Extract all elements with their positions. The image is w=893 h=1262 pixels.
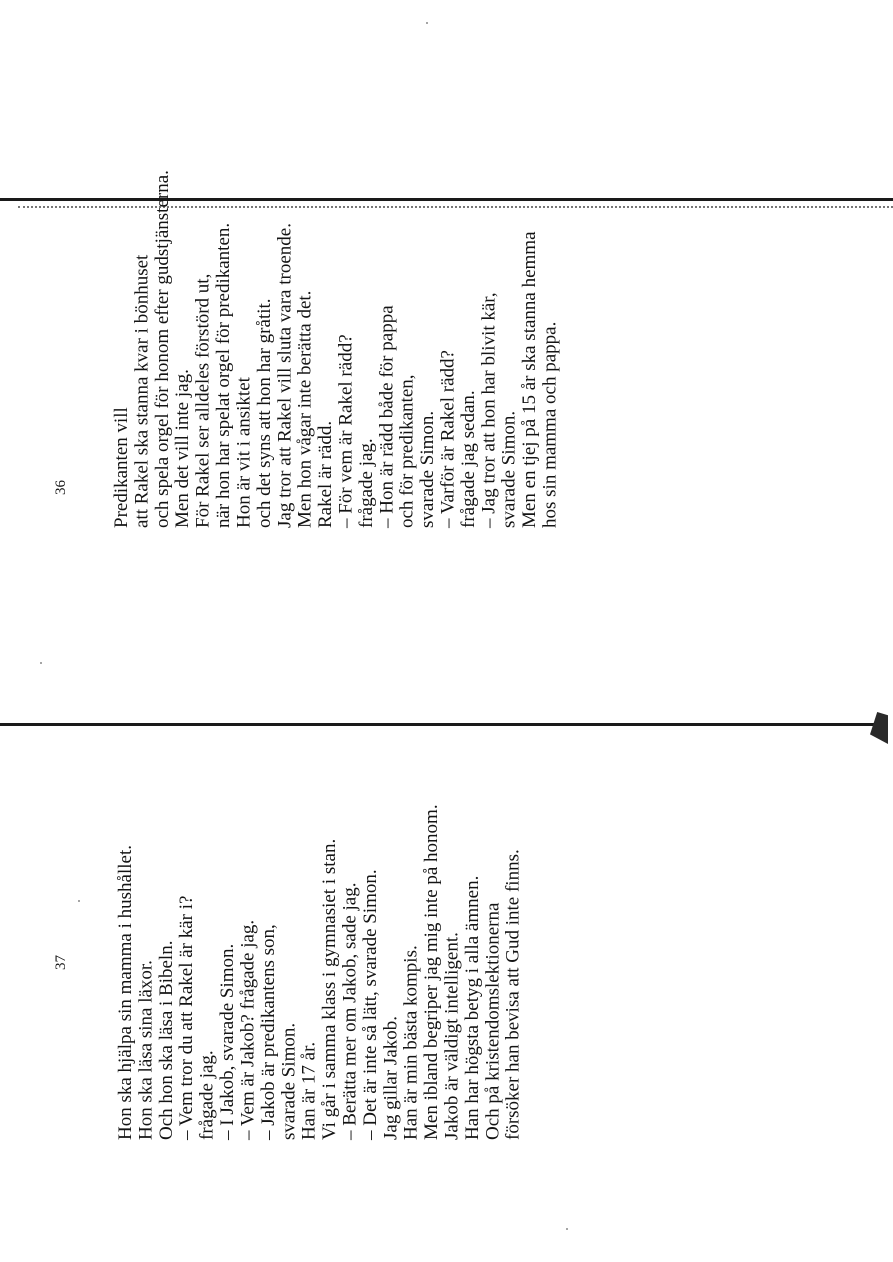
scan-edge-shadow-top	[18, 206, 893, 208]
paragraph	[116, 799, 177, 1140]
text-line: – Hon är rädd både för pappa	[376, 305, 398, 528]
text-line: Men en tjej på 15 år ska stanna hemma	[519, 231, 541, 528]
paragraph	[340, 799, 360, 1140]
text-line: frågade jag.	[355, 438, 377, 528]
text-line: Han är 17 år.	[298, 1041, 320, 1140]
paragraph	[259, 799, 341, 1140]
text-line: För Rakel ser alldeles förstörd ut,	[192, 273, 214, 528]
text-line: – I Jakob, svarade Simon.	[217, 943, 239, 1140]
paragraph	[218, 799, 238, 1140]
text-line: – Jakob är predikantens son,	[257, 924, 279, 1140]
text-line: – Varför är Rakel rädd?	[437, 350, 459, 528]
text-line: att Rakel ska stanna kvar i bönhuset	[131, 254, 153, 528]
text-line: när hon har spelat orgel för predikanten.	[213, 222, 235, 528]
text-line: svarade Simon.	[278, 1022, 300, 1140]
text-line: och det syns att hon har gråtit.	[253, 298, 275, 528]
text-line: svarade Simon.	[498, 410, 520, 528]
text-line: försöker han bevisa att Gud inte finns.	[502, 849, 524, 1140]
text-line: Vi går i samma klass i gymnasiet i stan.	[319, 838, 341, 1140]
scan-edge-line-top	[0, 198, 893, 201]
text-line: Men hon vågar inte berätta det.	[294, 290, 316, 528]
text-line: Han har högsta betyg i alla ämnen.	[461, 875, 483, 1140]
right-book-page	[116, 780, 524, 1140]
paragraph	[177, 799, 218, 1140]
left-book-page	[111, 170, 561, 528]
text-line: Rakel är rädd.	[315, 420, 337, 528]
paragraph	[111, 170, 337, 528]
paragraph	[361, 799, 524, 1140]
text-line: Predikanten vill	[111, 407, 132, 528]
scan-speck	[40, 662, 42, 664]
text-line: – Jag tror att hon har blivit kär,	[478, 292, 500, 528]
text-line: Och hon ska läsa i Bibeln.	[155, 940, 177, 1140]
scan-speck	[426, 22, 428, 24]
text-line: Hon ska läsa sina läxor.	[135, 960, 157, 1140]
paragraph	[336, 307, 377, 528]
text-line: Han är min bästa kompis.	[400, 945, 422, 1140]
text-line: – Berätta mer om Jakob, sade jag.	[339, 882, 361, 1140]
text-line: Men det vill inte jag.	[172, 369, 194, 528]
book-spine-line	[0, 723, 880, 726]
text-line: hos sin mamma och pappa.	[539, 321, 561, 528]
right-page-number: 37	[53, 955, 69, 970]
paragraph	[238, 799, 258, 1140]
text-line: Hon ska hjälpa sin mamma i hushållet.	[115, 845, 136, 1140]
text-line: Och på kristendomslektionerna	[482, 902, 504, 1140]
text-line: och för predikanten,	[396, 374, 418, 528]
text-line: – Vem tror du att Rakel är kär i?	[176, 895, 198, 1140]
text-line: och spela orgel för honom efter gudstjänsterna.	[151, 170, 173, 528]
text-line: frågade jag.	[196, 1050, 218, 1140]
text-line: – Det är inte så lätt, svarade Simon.	[359, 869, 381, 1140]
scan-speck	[78, 900, 80, 902]
text-line: Jag gillar Jakob.	[380, 1015, 402, 1140]
text-line: Jag tror att Rakel vill sluta vara troende.	[274, 223, 296, 528]
text-line: frågade jag sedan.	[457, 390, 479, 528]
scan-speck	[566, 1228, 568, 1230]
text-line: – Vem är Jakob? frågade jag.	[237, 919, 259, 1140]
text-line: svarade Simon.	[417, 410, 439, 528]
scan-corner-mark	[870, 712, 888, 744]
text-line: Men ibland begriper jag mig inte på honom.	[421, 804, 443, 1140]
paragraph	[439, 307, 480, 528]
paragraph	[478, 231, 561, 528]
text-line: – För vem är Rakel rädd?	[335, 334, 357, 528]
text-line: Jakob är väldigt intelligent.	[441, 932, 463, 1140]
text-line: Hon är vit i ansiktet	[233, 377, 255, 528]
paragraph	[377, 307, 438, 528]
left-page-number: 36	[53, 480, 69, 495]
